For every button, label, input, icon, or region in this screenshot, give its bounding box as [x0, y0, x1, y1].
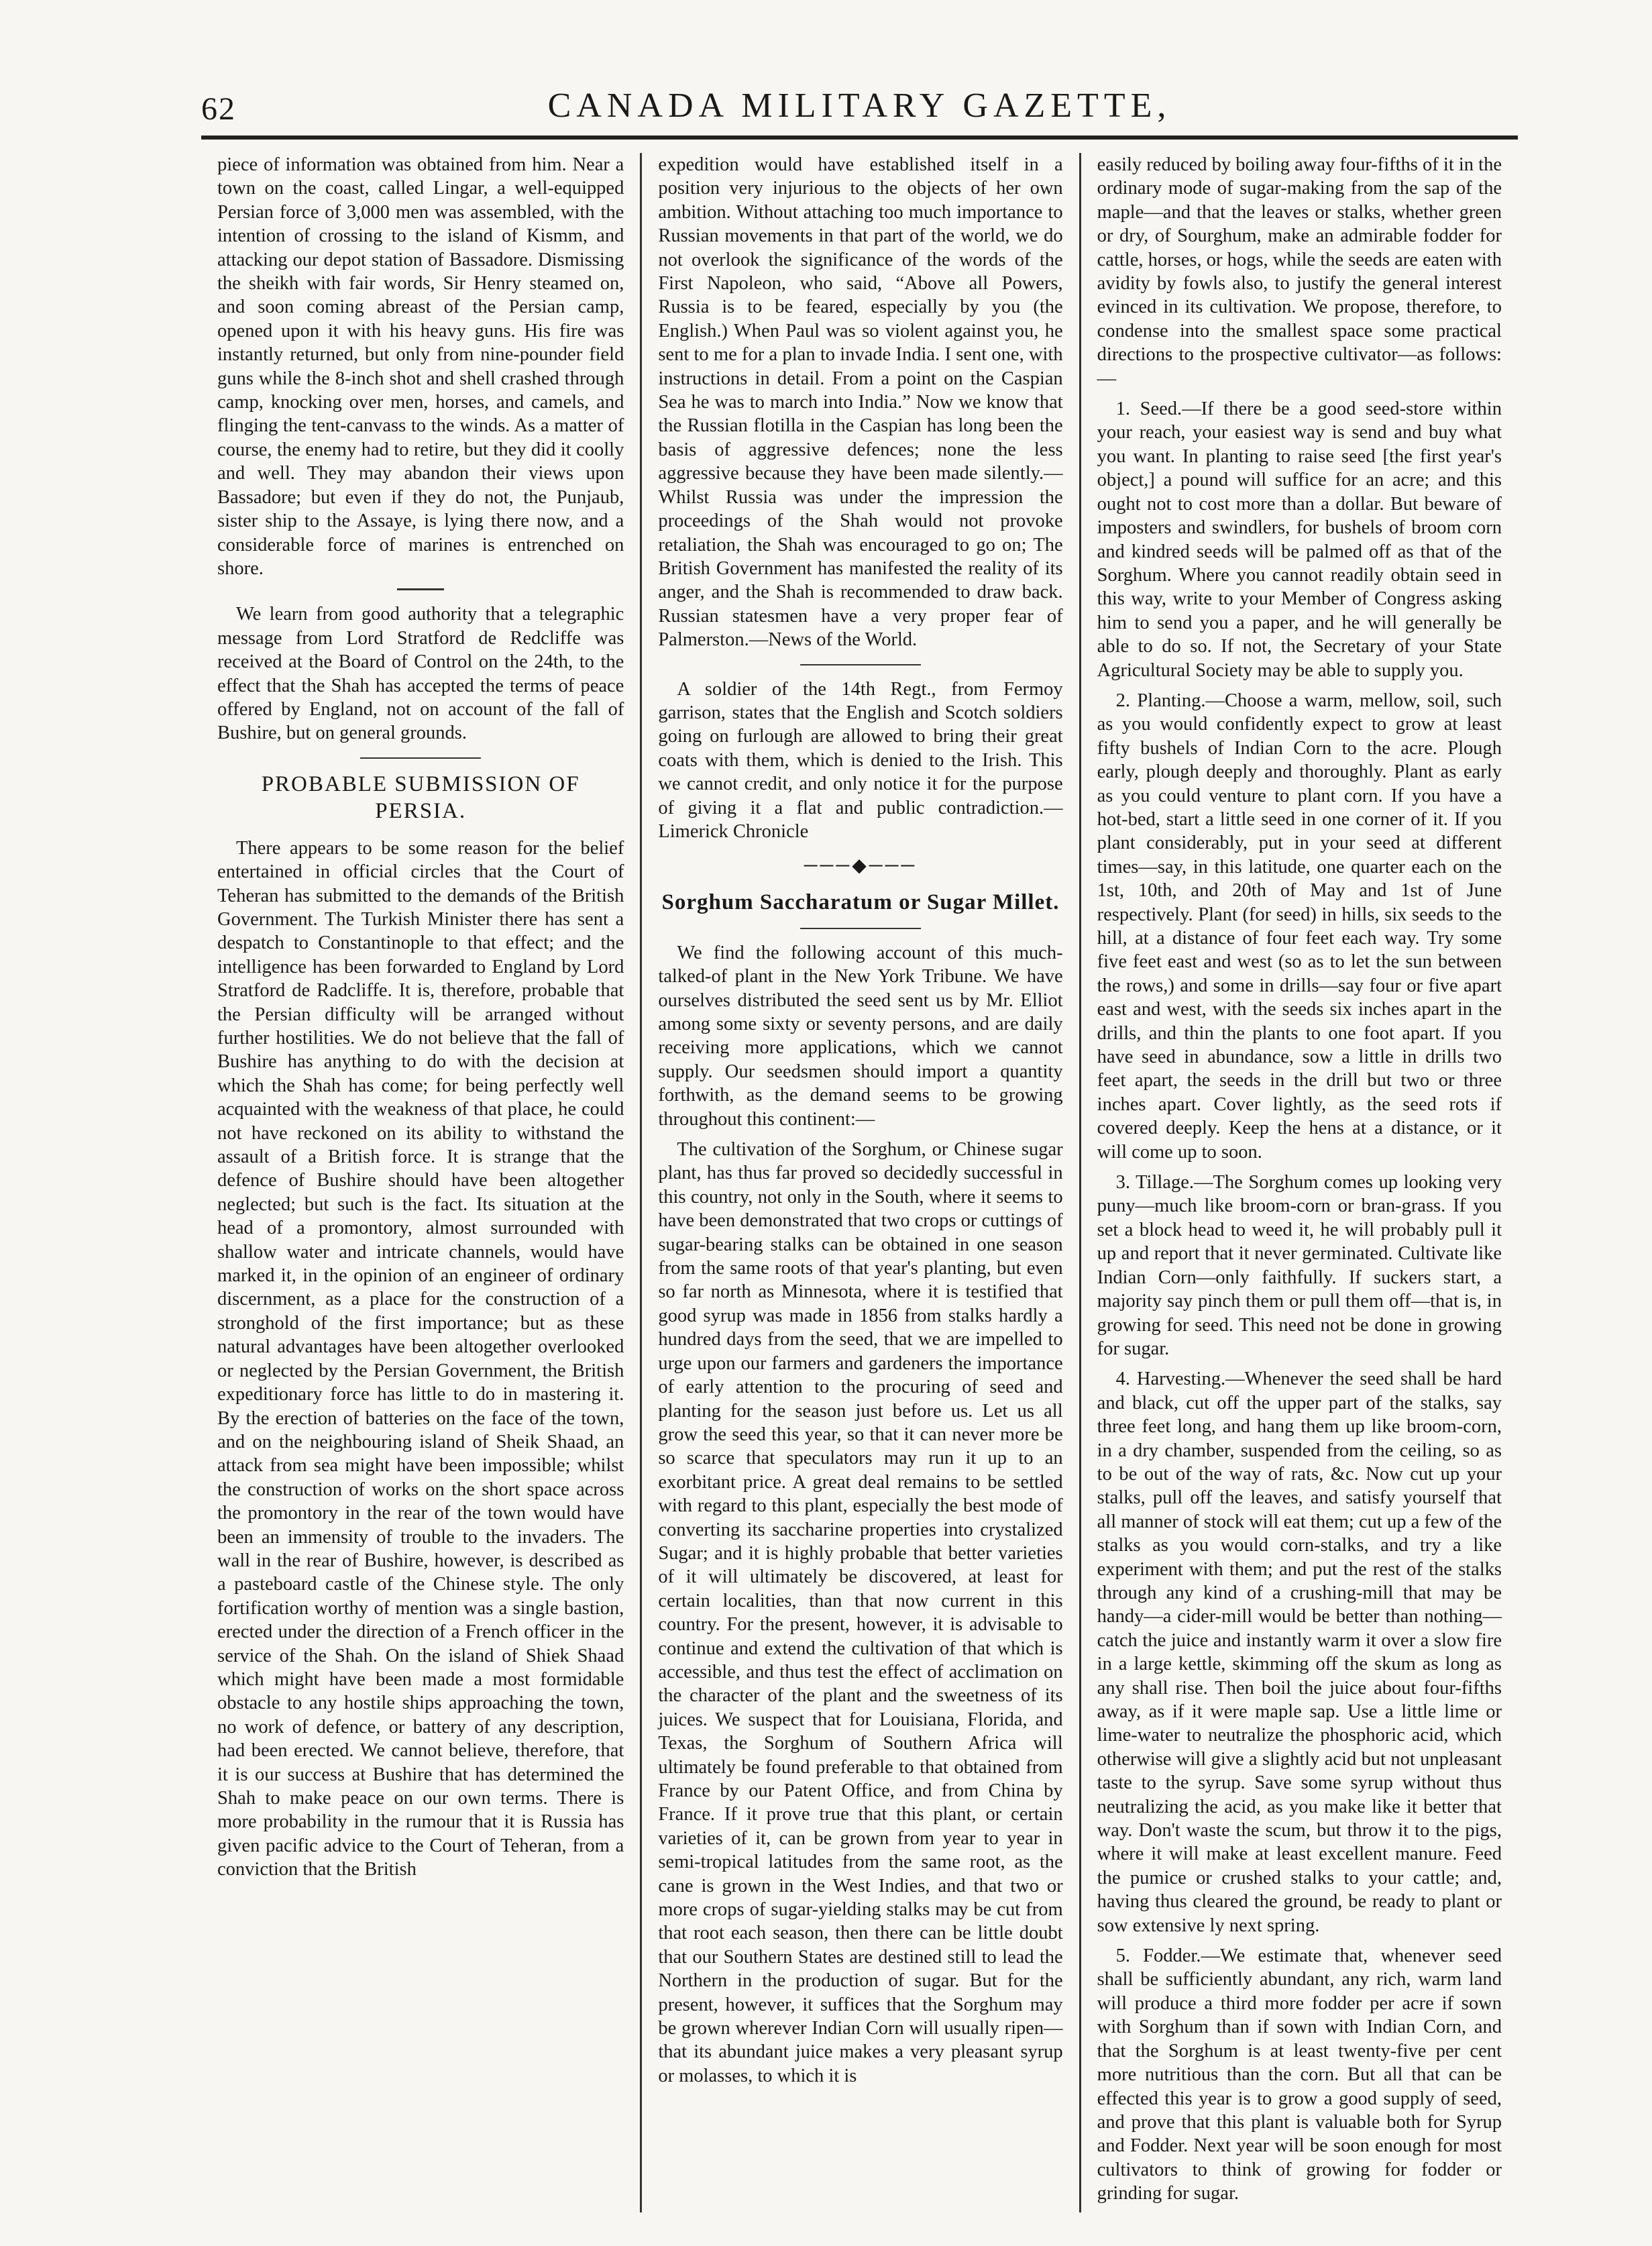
article-paragraph: 4. Harvesting.—Whenever the seed shall be hard and black, cut off the upper part of the stalks, say three feet long, and hang them up like broom-corn, in a dry chamber, suspended from the ceiling, so as to be out of the way of rats, &c. Now cut up your stalks, pull off the leaves, and satisfy yourself that all manner of stock will eat them; cut up a few of the stalks as you would corn-stalks, and try a like experiment with them; and put the rest of the stalks through any kind of a crushing-mill that may be handy—a cider-mill would be better than nothing—catch the juice and instantly warm it over a slow fire in a large kettle, skimming off the skum as long as any shall rise. Then boil the juice about four-fifths away, as if it were maple sap. Use a little lime or lime-water to neutralize the phosphoric acid, which otherwise will give a slightly acid but not unpleasant taste to the syrup. Save some syrup without thus neutralizing the acid, as you make like it better that way. Don't waste the scum, but throw it to the pigs, where it will make at least excellent manure. Feed the pumice or crushed stalks to your cattle; and, having thus cleared the ground, be ready to plant or sow extensive ly next spring.	[1097, 1369, 1502, 1936]
column-2	[640, 153, 1079, 2212]
article-headline: PROBABLE SUBMISSION OF PERSIA.	[261, 771, 580, 823]
article-paragraph: A soldier of the 14th Regt., from Fermoy garrison, states that the English and Scotch soldiers going on furlough are allowed to bring their great coats with them, which is denied to the Irish. This we cannot credit, and only notice it for the purpose of giving it a flat and public contradiction.—Limerick Chronicle	[658, 678, 1063, 842]
separator	[360, 757, 481, 759]
separator	[397, 588, 444, 590]
masthead: CANADA MILITARY GAZETTE,	[547, 87, 1172, 125]
page-header	[201, 81, 1518, 131]
page-number: 62	[201, 91, 236, 127]
article-paragraph: We find the following account of this much-talked-of plant in the New York Tribune. We have ourselves distributed the seed sent us by Mr. Elliot among some sixty or seventy persons, and are daily receiving more applications, which we cannot supply. Our seedsmen should import a quantity forthwith, as the demand seems to be growing throughout this continent:—	[658, 942, 1063, 1130]
article-paragraph: 1. Seed.—If there be a good seed-store within your reach, your easiest way is send and buy what you want. In planting to raise seed [the first year's object,] a pound will suffice for an acre; and this ought not to cost more than a dollar. But beware of imposters and swindlers, for bushels of broom corn and kindred seeds will be palmed off as that of the Sorghum. Where you cannot readily obtain seed in this way, write to your Member of Congress asking him to send you a paper, and he will generally be able to do so. If not, the Secretary of your State Agricultural Society may be able to supply you.	[1097, 398, 1502, 681]
ornament-divider: ───◆───	[804, 855, 918, 877]
column-3	[1079, 153, 1518, 2212]
article-paragraph: 2. Planting.—Choose a warm, mellow, soil, such as you would confidently expect to grow at least fifty bushels of Indian Corn to the acre. Plough early, plough deeply and thoroughly. Plant as early as you could venture to plant corn. If you have a hot-bed, start a little seed in one corner of it. If you plant considerably, put in your seed at different times—say, in this latitude, one quarter each on the 1st, 10th, and 20th of May and 1st of June respectively. Plant (for seed) in hills, six seeds to the hill, at a distance of four feet each way. Try some five feet east and west (so as to let the sun between the rows,) and some in drills—say four or five apart east and west, with the seeds six inches apart in the drills, and thin the plants to one foot apart. If you have seed in abundance, sow a little in drills two feet apart, the seeds in the drill but two or three inches apart. Cover lightly, as the seed rots if covered deeply. Keep the hens at a distance, or it will come up to soon.	[1097, 690, 1502, 1163]
article-paragraph: easily reduced by boiling away four-fifths of it in the ordinary mode of sugar-making from the sap of the maple—and that the leaves or stalks, whether green or dry, of Sourghum, make an admirable fodder for cattle, horses, or hogs, while the seeds are eaten with avidity by fowls also, to justify the general interest evinced in its cultivation. We propose, therefore, to condense into the smallest space some practical directions to the prospective cultivator—as follows:—	[1097, 154, 1502, 389]
article-paragraph: There appears to be some reason for the belief entertained in official circles that the Court of Teheran has submitted to the demands of the British Government. The Turkish Minister there has sent a despatch to Constantinople to that effect; and the intelligence has been forwarded to England by Lord Stratford de Radcliffe. It is, therefore, probable that the Persian difficulty will be arranged without further hostilities. We do not believe that the fall of Bushire has anything to do with the decision at which the Shah has come; for being perfectly well acquainted with the weakness of that place, he could not have reckoned on its ability to withstand the assault of a British force. It is strange that the defence of Bushire should have been altogether neglected; but such is the fact. Its situation at the head of a promontory, almost surrounded with shallow water and intricate channels, would have marked it, in the opinion of an engineer of ordinary discernment, as a place for the construction of a stronghold of the first importance; but as these natural advantages have been altogether overlooked or neglected by the Persian Government, the British expeditionary force has little to do in mastering it. By the erection of batteries on the face of the town, and on the neighbouring island of Sheik Shaad, an attack from sea might have been impossible; whilst the construction of works on the short space across the promontory in the rear of the town would have been an immensity of trouble to the invaders. The wall in the rear of Bushire, however, is described as a pasteboard castle of the Chinese style. The only fortification worthy of mention was a single bastion, erected under the direction of a French officer in the service of the Shah. On the island of Shiek Shaad which might have been made a most formidable obstacle to any hostile ships approaching the town, no work of defence, or battery of any description, had been erected. We cannot believe, therefore, that it is our success at Bushire that has determined the Shah to make peace on our own terms. There is more probability in the rumour that it is Russia has given pacific advice to the Court of Teheran, from a conviction that the British	[217, 837, 624, 1880]
separator	[800, 664, 921, 665]
columns	[201, 153, 1518, 2204]
article-paragraph: The cultivation of the Sorghum, or Chinese sugar plant, has thus far proved so decidedly successful in this country, not only in the South, where it seems to have been demonstrated that two crops or cuttings of sugar-bearing stalks can be obtained in one season from the same roots of that year's planting, but even so far north as Minnesota, where it is testified that good syrup was made in 1856 from stalks hardly a hundred days from the seed, that we are impelled to urge upon our farmers and gardeners the importance of early attention to the procuring of seed and planting for the season just before us. Let us all grow the seed this year, so that it can never more be so scarce that speculators may run it up to an exorbitant price. A great deal remains to be settled with regard to this plant, especially the best mode of converting its saccharine properties into crystalized Sugar; and it is highly probable that better varieties of it will ultimately be discovered, at least for certain localities, than that now current in this country. For the present, however, it is advisable to continue and extend the cultivation of that which is accessible, and thus test the effect of acclimation on the character of the plant and the sweetness of its juices. We suspect that for Louisiana, Florida, and Texas, the Sorghum of Southern Africa will ultimately be found preferable to that obtained from France by our Patent Office, and from China by France. If it prove true that this plant, or certain varieties of it, can be grown from year to year in semi-tropical latitudes from the same root, as the cane is grown in the West Indies, and that two or more crops of sugar-yielding stalks may be cut from that root each season, then there can be little doubt that our Southern States are destined still to lead the Northern in the production of sugar. But for the present, however, it suffices that the Sorghum may be grown wherever Indian Corn will usually ripen—that its abundant juice makes a very pleasant syrup or molasses, to which it is	[658, 1139, 1063, 2086]
separator	[800, 928, 921, 929]
article-paragraph: 5. Fodder.—We estimate that, whenever seed shall be sufficiently abundant, any rich, warm land will produce a third more fodder per acre if sown with Sorghum than if sown with Indian Corn, and that the Sorghum is at least twenty-five per cent more nutritious than the corn. But all that can be effected this year is to grow a good supply of seed, and prove that this plant is valuable both for Syrup and Fodder. Next year will be soon enough for most cultivators to think of growing for fodder or grinding for sugar.	[1097, 1945, 1502, 2204]
column-1	[201, 153, 640, 2212]
article-paragraph: piece of information was obtained from him. Near a town on the coast, called Lingar, a well-equipped Persian force of 3,000 men was assembled, with the intention of crossing to the island of Kismm, and attacking our depot station of Bassadore. Dismissing the sheikh with fair words, Sir Henry steamed on, and soon coming abreast of the Persian camp, opened upon it with his heavy guns. His fire was instantly returned, but only from nine-pounder field guns while the 8-inch shot and shell crashed through camp, knocking over men, horses, and camels, and flinging the tent-canvass to the winds. As a matter of course, the enemy had to retire, but they did it coolly and well. They may abandon their views upon Bassadore; but even if they do not, the Punjaub, sister ship to the Assaye, is lying there now, and a considerable force of marines is entrenched on shore.	[217, 154, 624, 579]
article-headline: Sorghum Saccharatum or Sugar Millet.	[661, 890, 1060, 914]
article-paragraph: expedition would have established itself in a position very injurious to the objects of her own ambition. Without attaching too much importance to Russian movements in that part of the world, we do not overlook the significance of the words of the First Napoleon, who said, “Above all Powers, Russia is to be feared, especially by you (the English.) When Paul was so violent against you, he sent to me for a plan to invade India. I sent one, with instructions in detail. From a point on the Caspian Sea he was to march into India.” Now we know that the Russian flotilla in the Caspian has long been the basis of aggressive defences; none the less aggressive because they have been made silently.— Whilst Russia was under the impression the proceedings of the Shah would not provoke retaliation, the Shah was encouraged to go on; The British Government has manifested the reality of its anger, and the Shah is recommended to draw back. Russian statesmen have a very proper fear of Palmerston.—News of the World.	[658, 154, 1063, 651]
header-rule	[201, 136, 1518, 140]
article-paragraph: 3. Tillage.—The Sorghum comes up looking very puny—much like broom-corn or bran-grass. If you set a block head to weed it, he will probably pull it up and report that it never germinated. Cultivate like Indian Corn—only faithfully. If suckers start, a majority say pinch them or pull them off—that is, in growing for seed. This need not be done in growing for sugar.	[1097, 1172, 1502, 1359]
article-paragraph: We learn from good authority that a telegraphic message from Lord Stratford de Redcliffe was received at the Board of Control on the 24th, to the effect that the Shah has accepted the terms of peace offered by England, not on account of the fall of Bushire, but on general grounds.	[217, 604, 624, 744]
